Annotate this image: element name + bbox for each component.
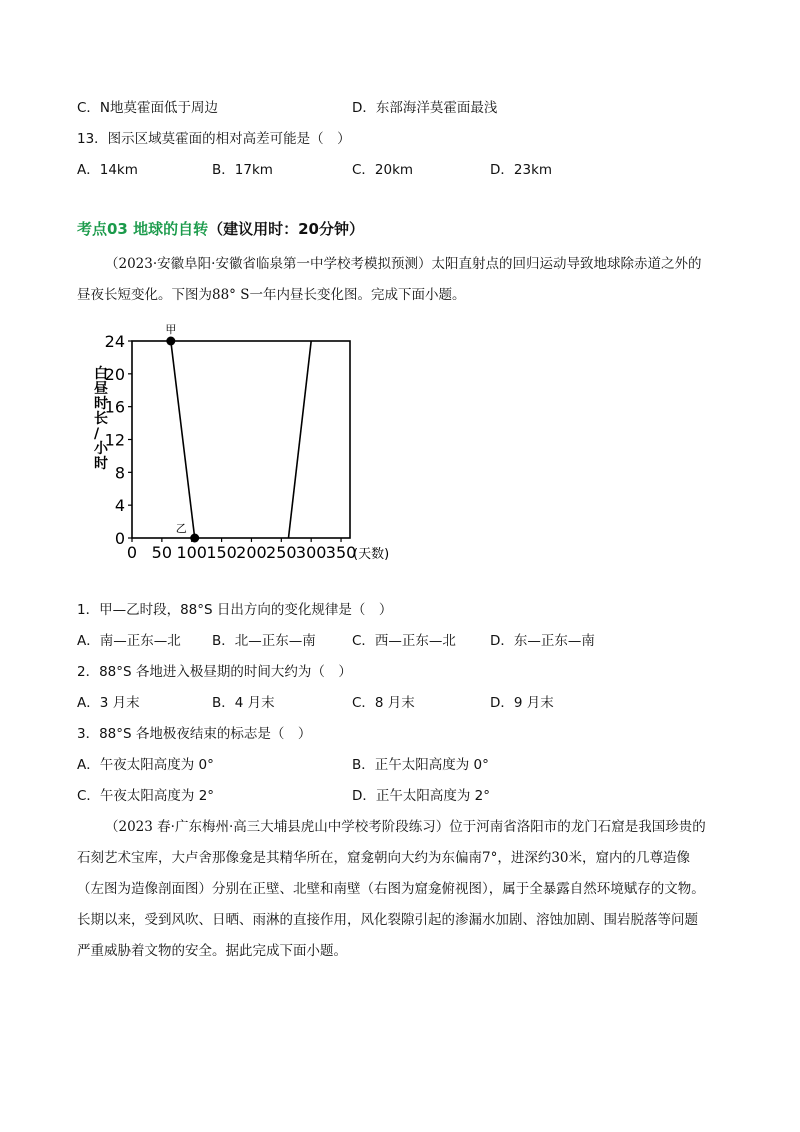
q2-option-b: B．4 月末: [212, 695, 275, 711]
y-tick-label: 24: [104, 332, 125, 351]
intro1-line1: （2023·安徽阜阳·安徽省临泉第一中学校考模拟预测）太阳直射点的回归运动导致地球除赤道之外的: [105, 256, 702, 272]
y-tick-label: 4: [114, 496, 125, 516]
x-tick-label: 150: [206, 543, 237, 562]
q1-option-a: A．南—正东—北: [77, 633, 181, 649]
q2-option-d: D．9 月末: [490, 695, 554, 711]
x-tick-label: 50: [151, 543, 173, 562]
intro2-line4: 长期以来，受到风吹、日晒、雨淋的直接作用，风化裂隙引起的渗漏水加剧、溶蚀加剧、围岩脱落等问题: [77, 912, 698, 928]
q2-option-a: A．3 月末: [77, 695, 140, 711]
q2-stem: 2．88°S 各地进入极昼期的时间大约为（ ）: [77, 664, 352, 680]
marker-point-1: [166, 337, 175, 346]
q3-option-b: B．正午太阳高度为 0°: [352, 757, 489, 773]
intro1-line2: 昼夜长短变化。下图为88° S一年内昼长变化图。完成下面小题。: [77, 287, 466, 303]
y-tick-label: 0: [114, 529, 125, 548]
x-tick-label: 200: [236, 543, 267, 562]
y-tick-label: 16: [104, 397, 125, 417]
q12-option-c: C．N地莫霍面低于周边: [77, 100, 219, 116]
section-label: 考点03 地球的自转: [77, 220, 209, 238]
q1-stem: 1．甲—乙时段，88°S 日出方向的变化规律是（ ）: [77, 602, 393, 618]
q1-option-c: C．西—正东—北: [352, 633, 456, 649]
q3-option-c: C．午夜太阳高度为 2°: [77, 788, 215, 804]
series-line-2: [288, 341, 311, 538]
intro2-line5: 严重威胁着文物的安全。据此完成下面小题。: [77, 943, 347, 959]
q13-option-b: B．17km: [212, 162, 273, 178]
series-line-1: [171, 341, 195, 538]
intro2-line2: 石刻艺术宝库，大卢舍那像龛是其精华所在，窟龛朝向大约为东偏南7°，进深约30米，窟内的几尊造像: [77, 850, 691, 866]
q13-option-d: D．23km: [490, 162, 553, 178]
point-label-2: 乙: [175, 522, 187, 535]
intro2-line3: （左图为造像剖面图）分别在正壁、北壁和南壁（右图为窟龛俯视图），属于全暴露自然环境赋存的文物。: [77, 881, 705, 897]
q3-option-a: A．午夜太阳高度为 0°: [77, 757, 214, 773]
x-tick-label: 350: [325, 543, 357, 562]
x-tick-label: 100: [176, 543, 207, 562]
point-label-1: 甲: [165, 323, 177, 336]
q1-option-b: B．北—正东—南: [212, 633, 316, 649]
y-tick-label: 20: [104, 364, 125, 384]
y-tick-label: 12: [104, 430, 125, 450]
marker-point-2: [190, 534, 199, 543]
x-tick-label: 300: [295, 543, 327, 562]
q12-option-d: D．东部海洋莫霍面最浅: [352, 100, 498, 116]
q2-option-c: C．8 月末: [352, 695, 415, 711]
y-axis-label: 白昼时长/小时: [94, 366, 108, 472]
q3-option-d: D．正午太阳高度为 2°: [352, 788, 491, 804]
section-time-note: （建议用时：20分钟）: [208, 220, 364, 238]
x-axis-label: (天数): [353, 547, 390, 562]
intro2-line1: （2023 春·广东梅州·高三大埔县虎山中学校考阶段练习）位于河南省洛阳市的龙门石窟是我国珍贵的: [105, 819, 706, 835]
q13-option-a: A．14km: [77, 162, 138, 178]
x-tick-label: 0: [126, 543, 138, 562]
q3-stem: 3．88°S 各地极夜结束的标志是（ ）: [77, 726, 312, 742]
plot-frame: [132, 341, 350, 538]
y-tick-label: 8: [114, 463, 125, 483]
q13-stem: 13．图示区域莫霍面的相对高差可能是（ ）: [77, 131, 351, 147]
q13-option-c: C．20km: [352, 162, 414, 178]
x-tick-label: 250: [266, 543, 297, 562]
q1-option-d: D．东—正东—南: [490, 633, 595, 649]
